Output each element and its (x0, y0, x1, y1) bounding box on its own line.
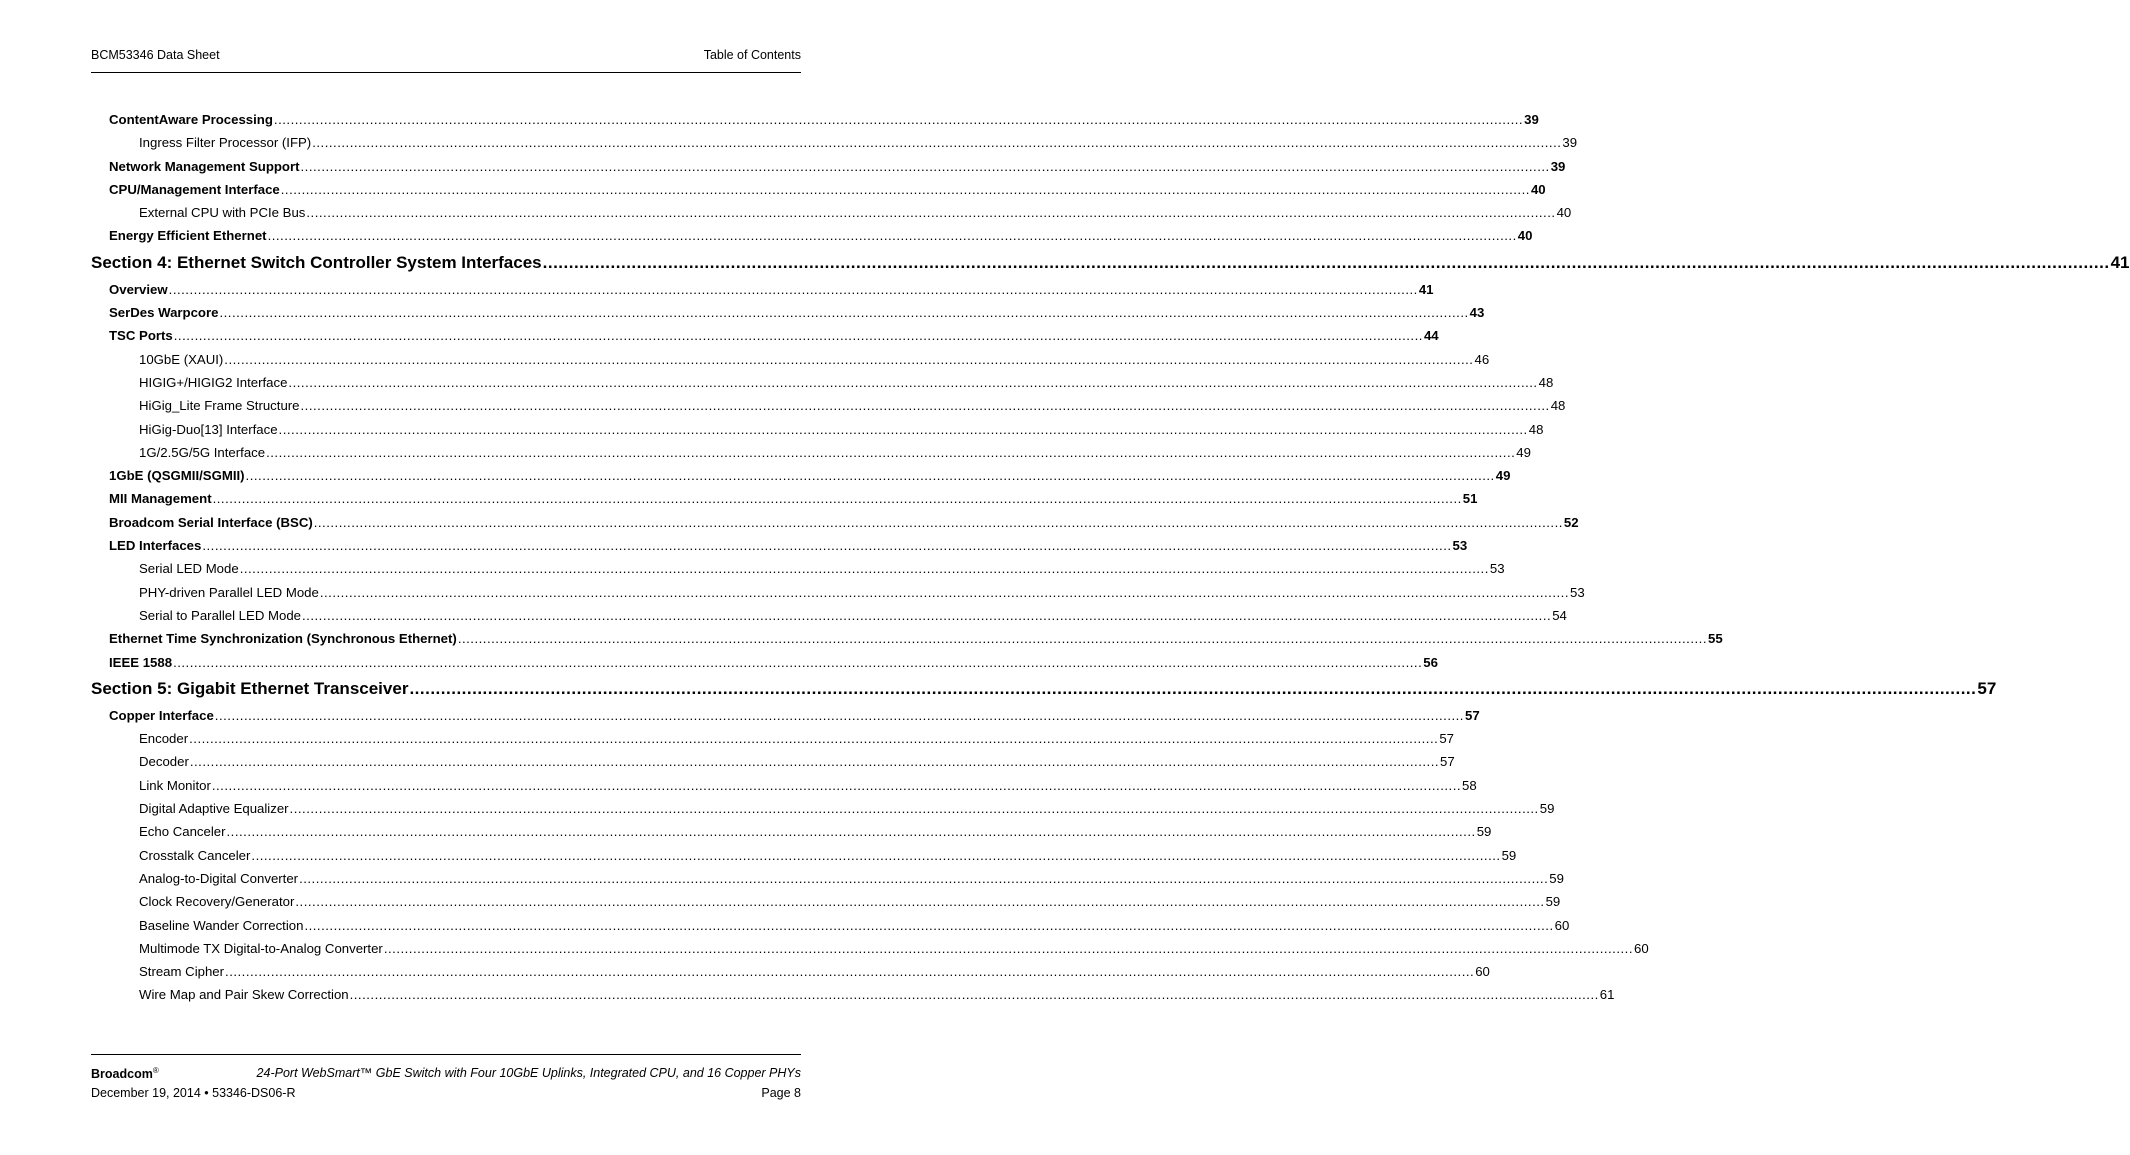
toc-dot-leader: ............................................................................................................................................................................................................................................................................................................ (304, 917, 1554, 933)
toc-entry[interactable] (91, 750, 1455, 773)
toc-page-number: 57 (1440, 754, 1455, 770)
toc-entry-title: 1GbE (QSGMII/SGMII) (109, 468, 245, 484)
toc-page-number: 58 (1462, 777, 1477, 793)
toc-entry[interactable] (91, 774, 1477, 797)
toc-page-number: 43 (1469, 305, 1485, 321)
toc-entry[interactable] (91, 464, 1511, 487)
toc-entry-title: IEEE 1588 (109, 654, 173, 670)
toc-page-number: 41 (2110, 252, 2130, 272)
toc-entry[interactable] (91, 278, 1434, 301)
toc-dot-leader: ............................................................................................................................................................................................................................................................................................................ (542, 252, 2110, 272)
toc-entry[interactable] (91, 704, 1480, 727)
toc-entry-title: Broadcom Serial Interface (BSC) (109, 514, 313, 530)
toc-dot-leader: ............................................................................................................................................................................................................................................................................................................ (224, 351, 1474, 367)
toc-page-number: 39 (1550, 158, 1566, 174)
toc-entry-title: Serial to Parallel LED Mode (139, 607, 301, 623)
toc-page-number: 39 (1524, 112, 1539, 127)
footer-page-number: Page 8 (761, 1086, 801, 1100)
toc-entry[interactable] (91, 224, 1533, 247)
toc-entry[interactable] (91, 487, 1478, 510)
toc-entry[interactable] (91, 820, 1492, 843)
toc-dot-leader: ............................................................................................................................................................................................................................................................................................................ (267, 228, 1517, 244)
toc-entry[interactable] (91, 983, 1615, 1006)
toc-entry[interactable] (91, 131, 1578, 154)
toc-dot-leader: ............................................................................................................................................................................................................................................................................................................ (273, 112, 1524, 127)
toc-page-number: 48 (1528, 421, 1544, 437)
header-section-title: Table of Contents (703, 48, 801, 62)
toc-page-number: 53 (1452, 538, 1468, 554)
toc-dot-leader: ............................................................................................................................................................................................................................................................................................................ (211, 777, 1462, 793)
toc-page-number: 59 (1476, 824, 1492, 840)
toc-entry[interactable] (91, 890, 1561, 913)
toc-entry[interactable] (91, 627, 1723, 650)
toc-page-number: 59 (1545, 894, 1561, 910)
toc-page-number: 57 (1464, 707, 1480, 723)
footer-date-docnum: December 19, 2014 • 53346-DS06-R (91, 1086, 296, 1100)
toc-page-number: 53 (1570, 584, 1585, 600)
toc-page-number: 49 (1516, 444, 1531, 460)
toc-entry-title: Decoder (139, 754, 189, 770)
toc-dot-leader: ............................................................................................................................................................................................................................................................................................................ (189, 754, 1440, 770)
toc-entry-title: Encoder (139, 731, 189, 747)
toc-entry[interactable] (91, 797, 1555, 820)
toc-page-number: 54 (1552, 607, 1567, 623)
toc-dot-leader: ............................................................................................................................................................................................................................................................................................................ (202, 538, 1452, 554)
toc-dot-leader: ............................................................................................................................................................................................................................................................................................................ (312, 135, 1562, 151)
toc-entry-title: CPU/Management Interface (109, 181, 280, 197)
toc-entry[interactable] (91, 441, 1531, 464)
toc-entry-title: Copper Interface (109, 707, 214, 723)
toc-entry-title: LED Interfaces (109, 538, 202, 554)
toc-entry-title: Wire Map and Pair Skew Correction (139, 987, 349, 1003)
toc-entry-title: Echo Canceler (139, 824, 226, 840)
toc-entry-title: Ethernet Time Synchronization (Synchronous Ethernet) (109, 631, 457, 647)
toc-dot-leader: ............................................................................................................................................................................................................................................................................................................ (266, 444, 1516, 460)
toc-entry-title: 10GbE (XAUI) (139, 351, 224, 367)
toc-page-number: 44 (1423, 328, 1439, 344)
toc-entry[interactable] (91, 651, 1438, 674)
toc-page-number: 40 (1517, 228, 1533, 244)
toc-entry-title: TSC Ports (109, 328, 173, 344)
toc-dot-leader: ............................................................................................................................................................................................................................................................................................................ (295, 894, 1545, 910)
toc-page-number: 59 (1539, 801, 1555, 817)
toc-entry-title: HiGig-Duo[13] Interface (139, 421, 278, 437)
toc-page-number: 40 (1556, 205, 1572, 221)
toc-entry-title: External CPU with PCIe Bus (139, 205, 306, 221)
toc-entry-title: Section 5: Gigabit Ethernet Transceiver (91, 678, 409, 698)
toc-page-number: 39 (1562, 135, 1578, 151)
toc-page-number: 60 (1475, 964, 1490, 980)
toc-page-number: 57 (1439, 731, 1454, 747)
toc-dot-leader: ............................................................................................................................................................................................................................................................................................................ (219, 305, 1469, 321)
registered-mark: ® (152, 1066, 159, 1075)
toc-dot-leader: ............................................................................................................................................................................................................................................................................................................ (214, 707, 1464, 723)
toc-dot-leader: ............................................................................................................................................................................................................................................................................................................ (226, 824, 1476, 840)
toc-dot-leader: ............................................................................................................................................................................................................................................................................................................ (278, 421, 1528, 437)
toc-dot-leader: ............................................................................................................................................................................................................................................................................................................ (173, 654, 1423, 670)
toc-page-number: 40 (1530, 181, 1546, 197)
toc-dot-leader: ............................................................................................................................................................................................................................................................................................................ (289, 801, 1539, 817)
toc-entry[interactable] (91, 534, 1468, 557)
toc-entry[interactable] (91, 301, 1485, 324)
toc-page-number: 60 (1554, 917, 1570, 933)
toc-entry-title: Network Management Support (109, 158, 300, 174)
page-footer (91, 1054, 801, 1105)
toc-page-number: 57 (1977, 678, 1997, 698)
document-title: BCM53346 Data Sheet (91, 48, 220, 62)
toc-entry[interactable] (91, 844, 1517, 867)
toc-entry-title: Crosstalk Canceler (139, 847, 251, 863)
page-header (91, 46, 801, 73)
toc-page-number: 59 (1501, 847, 1517, 863)
toc-entry[interactable] (91, 867, 1564, 890)
toc-dot-leader: ............................................................................................................................................................................................................................................................................................................ (306, 205, 1556, 221)
toc-dot-leader: ............................................................................................................................................................................................................................................................................................................ (457, 631, 1707, 647)
toc-entry[interactable] (91, 324, 1439, 347)
toc-entry-title: HIGIG+/HIGIG2 Interface (139, 374, 288, 390)
footer-product-title: 24-Port WebSmart™ GbE Switch with Four 10GbE Uplinks, Integrated CPU, and 16 Copper PHYs (256, 1066, 801, 1080)
toc-entry-title: Overview (109, 281, 168, 297)
toc-entry[interactable] (91, 201, 1572, 224)
toc-dot-leader: ............................................................................................................................................................................................................................................................................................................ (239, 561, 1489, 577)
toc-dot-leader: ............................................................................................................................................................................................................................................................................................................ (212, 491, 1462, 507)
toc-dot-leader: ............................................................................................................................................................................................................................................................................................................ (189, 731, 1439, 747)
toc-entry-title: Multimode TX Digital-to-Analog Converter (139, 940, 383, 956)
toc-dot-leader: ............................................................................................................................................................................................................................................................................................................ (168, 281, 1418, 297)
toc-page-number: 53 (1489, 561, 1505, 577)
toc-page-number: 46 (1474, 351, 1490, 367)
toc-dot-leader: ............................................................................................................................................................................................................................................................................................................ (225, 964, 1475, 980)
toc-dot-leader: ............................................................................................................................................................................................................................................................................................................ (302, 607, 1552, 623)
toc-page-number: 48 (1550, 398, 1566, 414)
toc-dot-leader: ............................................................................................................................................................................................................................................................................................................ (300, 158, 1550, 174)
toc-dot-leader: ............................................................................................................................................................................................................................................................................................................ (319, 584, 1570, 600)
toc-entry-title: Stream Cipher (139, 964, 225, 980)
toc-dot-leader: ............................................................................................................................................................................................................................................................................................................ (299, 870, 1549, 886)
toc-entry-title: Baseline Wander Correction (139, 917, 304, 933)
toc-dot-leader: ............................................................................................................................................................................................................................................................................................................ (313, 514, 1563, 530)
toc-dot-leader: ............................................................................................................................................................................................................................................................................................................ (349, 987, 1599, 1003)
toc-entry-title: MII Management (109, 491, 212, 507)
toc-entry-title: 1G/2.5G/5G Interface (139, 444, 266, 460)
toc-entry-title: Digital Adaptive Equalizer (139, 801, 289, 817)
table-of-contents (91, 108, 2130, 1007)
toc-entry-title: Analog-to-Digital Converter (139, 870, 299, 886)
toc-entry[interactable] (91, 371, 1554, 394)
toc-page-number: 59 (1549, 870, 1564, 886)
toc-entry[interactable] (91, 727, 1454, 750)
toc-dot-leader: ............................................................................................................................................................................................................................................................................................................ (245, 468, 1495, 484)
toc-entry[interactable] (91, 960, 1490, 983)
toc-page-number: 51 (1462, 491, 1478, 507)
toc-entry-title: PHY-driven Parallel LED Mode (139, 584, 319, 600)
toc-entry-title: Energy Efficient Ethernet (109, 228, 267, 244)
footer-company (91, 1066, 159, 1081)
toc-entry[interactable] (91, 394, 1566, 417)
toc-entry-title: HiGig_Lite Frame Structure (139, 398, 300, 414)
toc-entry-title: Serial LED Mode (139, 561, 239, 577)
toc-page-number: 60 (1634, 940, 1649, 956)
company-name: Broadcom (91, 1067, 153, 1082)
toc-page-number: 61 (1599, 987, 1615, 1003)
toc-entry[interactable] (91, 937, 1649, 960)
toc-entry[interactable] (91, 914, 1570, 937)
toc-entry[interactable] (91, 418, 1544, 441)
toc-entry[interactable] (91, 348, 1490, 371)
toc-page-number: 49 (1495, 468, 1511, 484)
toc-dot-leader: ............................................................................................................................................................................................................................................................................................................ (173, 328, 1423, 344)
toc-entry-title: Link Monitor (139, 777, 211, 793)
toc-entry[interactable] (91, 604, 1567, 627)
toc-dot-leader: ............................................................................................................................................................................................................................................................................................................ (383, 940, 1634, 956)
toc-entry[interactable] (91, 178, 1546, 201)
toc-entry-title: ContentAware Processing (109, 112, 273, 127)
toc-entry-title: Section 4: Ethernet Switch Controller System Interfaces (91, 252, 542, 272)
toc-dot-leader: ............................................................................................................................................................................................................................................................................................................ (288, 374, 1538, 390)
toc-entry-title: Clock Recovery/Generator (139, 894, 295, 910)
toc-entry-title: Ingress Filter Processor (IFP) (139, 135, 312, 151)
toc-entry[interactable] (91, 155, 1566, 178)
toc-section-entry[interactable] (91, 674, 1997, 704)
toc-entry-title: SerDes Warpcore (109, 305, 219, 321)
toc-page-number: 52 (1563, 514, 1579, 530)
toc-page-number: 56 (1423, 654, 1438, 670)
toc-page-number: 48 (1538, 374, 1554, 390)
toc-entry[interactable] (91, 108, 1539, 131)
toc-entry[interactable] (91, 511, 1579, 534)
toc-dot-leader: ............................................................................................................................................................................................................................................................................................................ (280, 181, 1530, 197)
toc-entry[interactable] (91, 581, 1585, 604)
toc-page-number: 41 (1418, 281, 1434, 297)
toc-dot-leader: ............................................................................................................................................................................................................................................................................................................ (409, 678, 1977, 698)
toc-entry[interactable] (91, 557, 1505, 580)
toc-dot-leader: ............................................................................................................................................................................................................................................................................................................ (251, 847, 1501, 863)
toc-dot-leader: ............................................................................................................................................................................................................................................................................................................ (300, 398, 1550, 414)
toc-section-entry[interactable] (91, 248, 2130, 278)
toc-page-number: 55 (1708, 631, 1723, 647)
